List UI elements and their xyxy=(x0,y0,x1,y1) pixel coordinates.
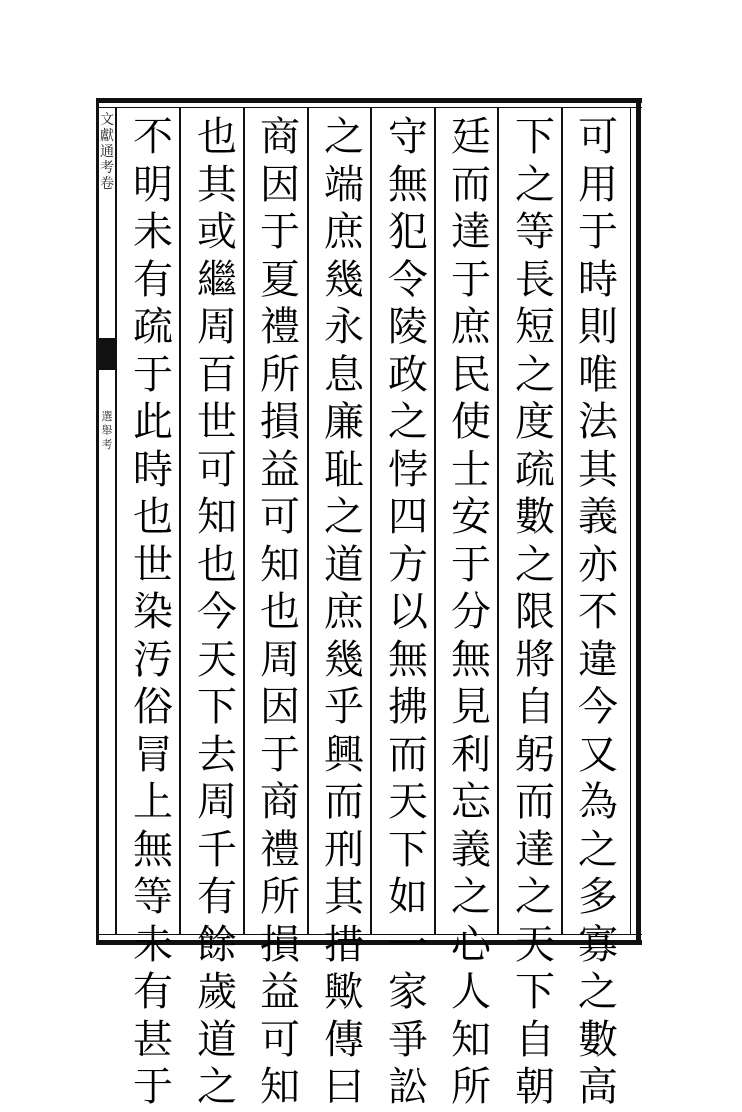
column-divider xyxy=(497,107,499,935)
column-divider xyxy=(370,107,372,935)
column-divider xyxy=(434,107,436,935)
column-divider xyxy=(115,107,117,935)
left-border xyxy=(96,98,99,945)
text-column-6: 商因于夏禮所損益可知也周因于商禮所損益可知 xyxy=(260,114,300,1110)
text-column-8: 不明未有疏于此時也世染汚俗冐上無等未有甚于 xyxy=(133,114,173,1110)
text-column-2: 下之等長短之度疏數之限將自躬而達之天下自朝 xyxy=(515,114,555,1110)
text-column-5: 之端庶幾永息廉耻之道庶幾乎興而刑其措歟傳曰 xyxy=(324,114,364,1110)
page-margin-strip xyxy=(100,108,114,934)
right-border xyxy=(636,98,641,945)
margin-title: 文獻通考卷 xyxy=(100,112,114,192)
column-divider xyxy=(243,107,245,935)
column-divider xyxy=(307,107,309,935)
top-border xyxy=(96,98,642,103)
text-column-4: 守無犯令陵政之悖四方以無拂而天下如一家爭訟 xyxy=(388,114,428,1110)
column-divider xyxy=(179,107,181,935)
text-column-7: 也其或繼周百世可知也今天下去周千有餘歲道之 xyxy=(197,114,237,1110)
text-column-1: 可用于時則唯法其義亦不違今又為之多寡之數高 xyxy=(578,114,618,1110)
text-column-3: 廷而達于庶民使士安于分無見利忘義之心人知所 xyxy=(451,114,491,1110)
bottom-border xyxy=(96,940,642,945)
fish-tail-mark xyxy=(98,338,116,370)
column-divider xyxy=(561,107,563,935)
right-inner-border xyxy=(630,107,631,935)
margin-subtitle: 選舉考 xyxy=(101,410,113,451)
